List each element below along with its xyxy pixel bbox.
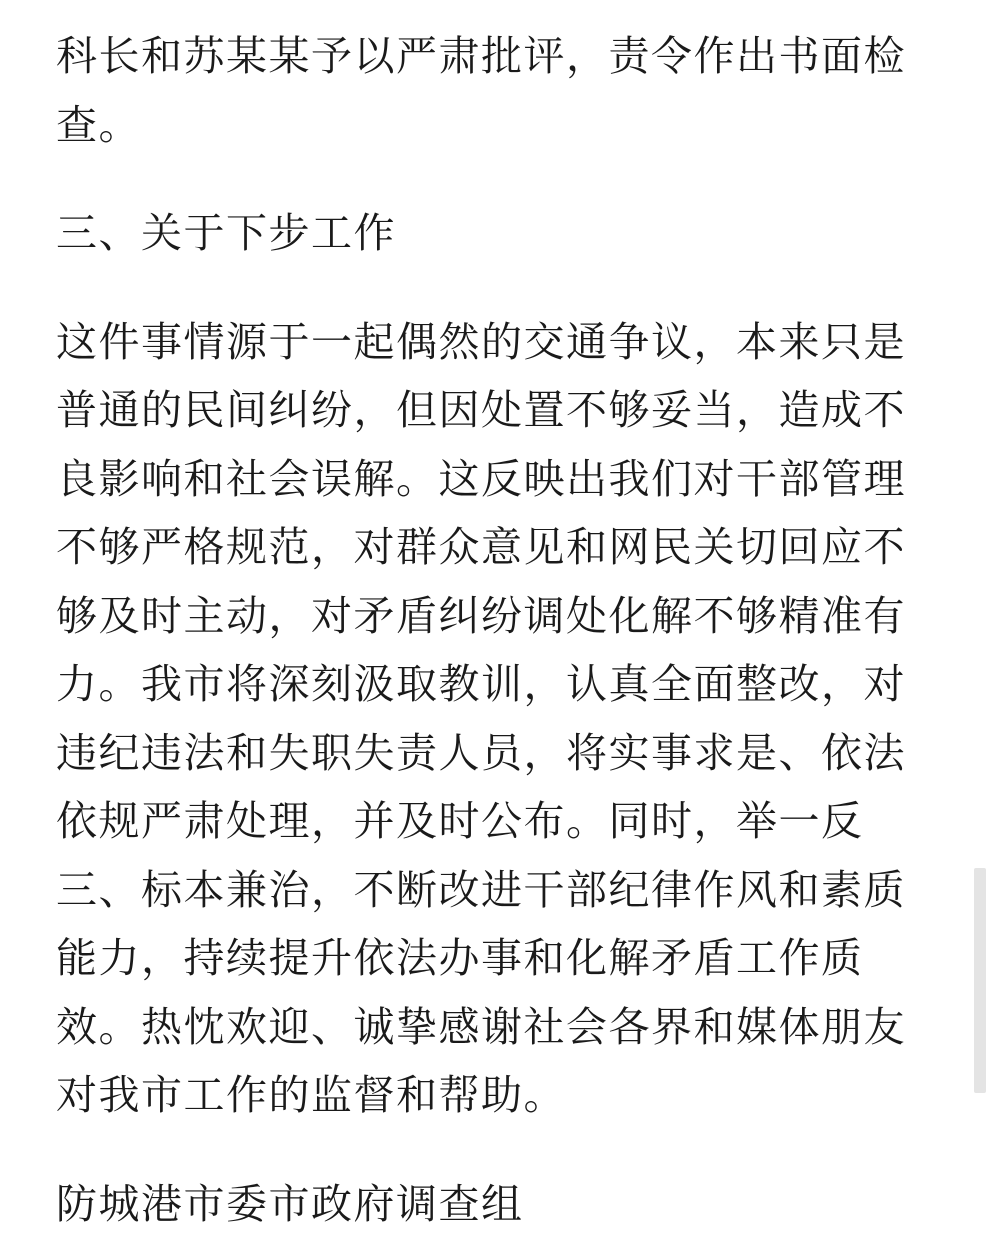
signature-text: 防城港市委市政府调查组: [56, 1179, 524, 1228]
paragraph-next-steps: [56, 308, 936, 1130]
text-line: 普通的民间纠纷，但因处置不够妥当，造成不: [56, 386, 906, 434]
text-line: 良影响和社会误解。这反映出我们对干部管理: [56, 454, 906, 503]
text-line: 这件事情源于一起偶然的交通争议，本来只是: [56, 317, 906, 366]
text-line: 违纪违法和失职失责人员，将实事求是、依法: [56, 728, 906, 777]
text-line: 够及时主动，对矛盾纠纷调处化解不够精准有: [56, 591, 906, 640]
text-line: 力。我市将深刻汲取教训，认真全面整改，对: [56, 660, 906, 708]
text-line: 依规严肃处理，并及时公布。同时，举一反: [56, 797, 864, 845]
paragraph-conclusion-tail: [56, 22, 936, 159]
text-line: 科长和苏某某予以严肃批评，责令作出书面检: [56, 32, 906, 80]
vertical-scrollbar[interactable]: [974, 868, 986, 1093]
text-line: 三、标本兼治，不断改进干部纪律作风和素质: [56, 865, 906, 914]
text-line: 不够严格规范，对群众意见和网民关切回应不: [56, 523, 906, 571]
article-body: [56, 22, 936, 1238]
section-heading-text: 三、关于下步工作: [56, 209, 396, 257]
signature: [56, 1170, 936, 1239]
section-heading: [56, 199, 936, 268]
text-line: 对我市工作的监督和帮助。: [56, 1071, 566, 1119]
text-line: 能力，持续提升依法办事和化解矛盾工作质: [56, 934, 864, 982]
text-line: 查。: [56, 100, 141, 149]
text-line: 效。热忱欢迎、诚挚感谢社会各界和媒体朋友: [56, 1002, 906, 1051]
